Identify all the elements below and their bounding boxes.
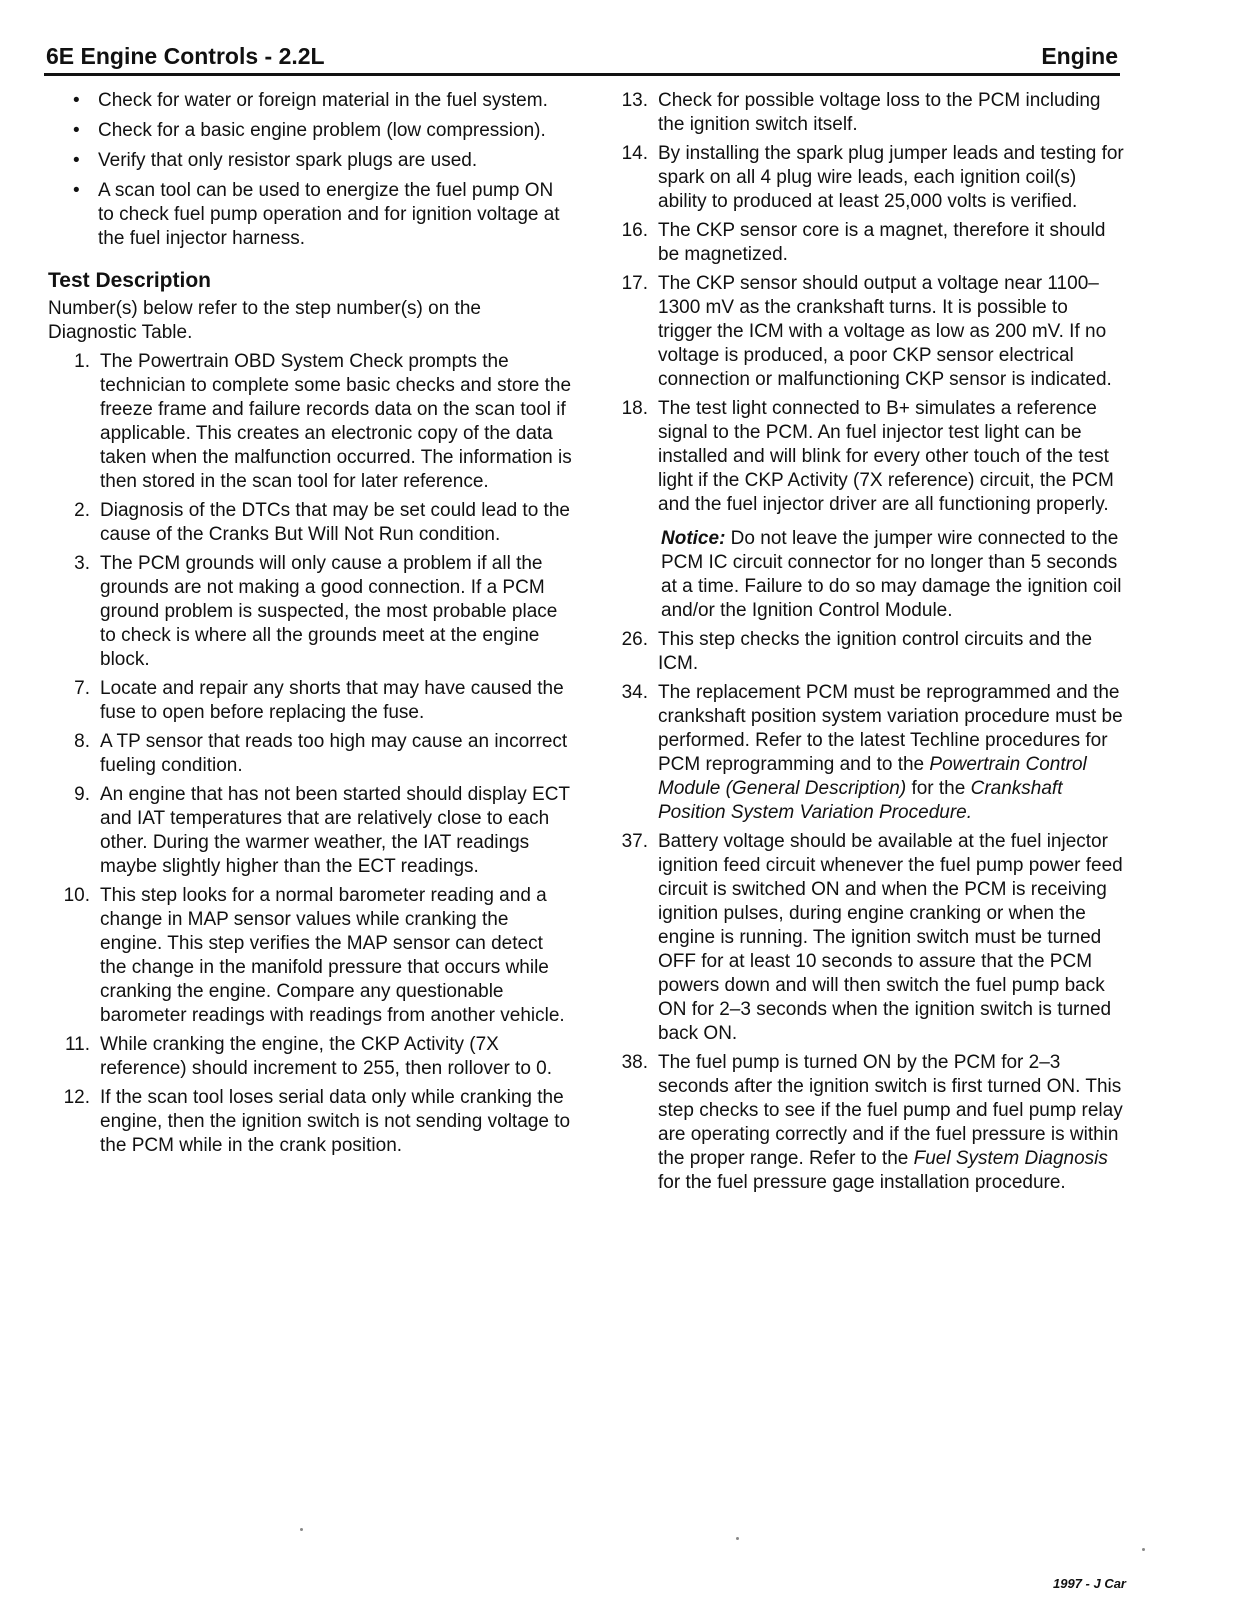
reference-title: Fuel System Diagnosis [913,1148,1108,1169]
list-item: • Check for a basic engine problem (low compression). [73,120,546,141]
step-text: A TP sensor that reads too high may cause an incorrect fueling condition. [100,731,568,776]
step-text: While cranking the engine, the CKP Activity (7X reference) should increment to 255, then rollover to 0. [100,1034,553,1079]
step-item [608,142,1124,214]
step-number: 14. [621,143,648,164]
page-header [44,40,1120,76]
step-text: The fuel pump is turned ON by the PCM for 2–3 seconds after the ignition switch is first turned ON. This step checks to see if the fuel pump and fuel pump relay are operating correctly and if the fuel pressure is within the proper range. Refer to the Fuel System Diagnosis for the fuel pressure gage installation procedure. [658,1052,1123,1193]
step-number: 26. [621,629,648,650]
step-text: The CKP sensor core is a magnet, therefore it should be magnetized. [658,220,1106,265]
step-text: The test light connected to B+ simulates a reference signal to the PCM. An fuel injector test light can be installed and will blink for every other touch of the test light if the CKP Activity (7X reference) circuit, the PCM and the fuel injector driver are all functioning properly. [658,398,1114,515]
step-number: 37. [621,831,648,852]
left-step-list [48,350,573,1158]
step-item [48,730,573,778]
left-column [48,89,573,1163]
scan-speck [736,1537,739,1540]
step-number: 17. [621,273,648,294]
step-number: 16. [621,220,648,241]
bullet-list [48,89,573,251]
list-item: • A scan tool can be used to energize the fuel pump ON to check fuel pump operation and for ignition voltage at the fuel injector harness. [73,180,560,249]
step-text: Diagnosis of the DTCs that may be set could lead to the cause of the Cranks But Will Not Run condition. [100,500,570,545]
step-number: 3. [74,553,90,574]
step-number: 38. [621,1052,648,1073]
step-text: Battery voltage should be available at the fuel injector ignition feed circuit whenever the fuel pump power feed circuit is switched ON and when the PCM is receiving ignition pulses, during engine cranking or when the engine is running. The ignition switch must be turned OFF for at least 10 seconds to assure that the PCM powers down and will then switch the fuel pump back ON for 2–3 seconds when the ignition switch is turned back ON. [658,831,1123,1044]
bullet-icon: • [73,180,80,201]
step-text: Check for possible voltage loss to the PCM including the ignition switch itself. [658,90,1101,135]
step-text: If the scan tool loses serial data only while cranking the engine, then the ignition switch is not sending voltage to the PCM while in the crank position. [100,1087,571,1156]
right-step-list [608,89,1124,517]
step-item [48,783,573,879]
step-number: 13. [621,90,648,111]
step-number: 12. [63,1087,90,1108]
list-item: • Check for water or foreign material in the fuel system. [73,90,548,111]
header-category: Engine [1041,43,1118,69]
step-number: 34. [621,682,648,703]
step-text: By installing the spark plug jumper leads and testing for spark on all 4 plug wire leads, each ignition coil(s) ability to produced at least 25,000 volts is verified. [658,143,1124,212]
step-text: The CKP sensor should output a voltage near 1100–1300 mV as the crankshaft turns. It is possible to trigger the ICM with a voltage as low as 200 mV. If no voltage is produced, a poor CKP sensor electrical connection or malfunctioning CKP sensor is indicated. [658,273,1112,390]
step-number: 7. [74,678,90,699]
step-item [608,89,1124,137]
page-footer: 1997 - J Car [1053,1576,1126,1591]
step-text: An engine that has not been started should display ECT and IAT temperatures that are relatively close to each other. During the warmer weather, the IAT readings maybe slightly higher than the ECT readings. [100,784,570,877]
test-description-intro: Number(s) below refer to the step number(s) on the Diagnostic Table. [48,298,481,343]
step-text: This step looks for a normal barometer reading and a change in MAP sensor values while cranking the engine. This step verifies the MAP sensor can detect the change in the manifold pressure that occurs while cranking the engine. Compare any questionable barometer readings with readings from another vehicle. [100,885,565,1026]
scan-speck [1142,1548,1145,1551]
bullet-icon: • [73,150,80,171]
right-column [608,89,1124,1200]
step-number: 2. [74,500,90,521]
step-text: This step checks the ignition control circuits and the ICM. [658,629,1093,674]
step-number: 10. [63,885,90,906]
notice-label: Notice: [661,528,726,549]
scan-speck [300,1528,303,1531]
step-item [48,884,573,1028]
step-item [608,628,1124,676]
step-text: Locate and repair any shorts that may have caused the fuse to open before replacing the fuse. [100,678,564,723]
reference-title: Powertrain Control Module (General Description) [658,754,1087,799]
reference-title: Crankshaft Position System Variation Procedure. [658,778,1063,823]
step-number: 1. [74,351,90,372]
step-number: 18. [621,398,648,419]
header-section-title: 6E Engine Controls - 2.2L [46,43,325,69]
right-step-list-continued [608,628,1124,1195]
step-item [48,1033,573,1081]
step-number: 8. [74,731,90,752]
step-item [48,552,573,672]
step-item [608,272,1124,392]
bullet-icon: • [73,90,80,111]
bullet-icon: • [73,120,80,141]
step-item [48,677,573,725]
step-text: The Powertrain OBD System Check prompts the technician to complete some basic checks and store the freeze frame and failure records data on the scan tool if applicable. This creates an electronic copy of the data taken when the malfunction occurred. The information is then stored in the scan tool for later reference. [100,351,572,492]
step-text: The PCM grounds will only cause a problem if all the grounds are not making a good connection. If a PCM ground problem is suspected, the most probable place to check is where all the grounds meet at the engine block. [100,553,558,670]
step-number: 9. [74,784,90,805]
step-item [48,1086,573,1158]
notice-block [608,527,1124,623]
step-number: 11. [64,1034,90,1055]
step-item [608,397,1124,517]
step-item [608,1051,1124,1195]
step-item [608,219,1124,267]
step-text: The replacement PCM must be reprogrammed and the crankshaft position system variation procedure must be performed. Refer to the latest Techline procedures for PCM reprogramming and to the Powertrain Control Module (General Description) for the Crankshaft Position System Variation Procedure. [658,682,1123,823]
test-description-heading: Test Description [48,269,211,292]
step-item [608,681,1124,825]
notice-text: Do not leave the jumper wire connected to the PCM IC circuit connector for no longer than 5 seconds at a time. Failure to do so may damage the ignition coil and/or the Ignition Control Module. [661,528,1122,621]
step-item [48,350,573,494]
list-item: • Verify that only resistor spark plugs are used. [73,150,478,171]
step-item [608,830,1124,1046]
step-item [48,499,573,547]
